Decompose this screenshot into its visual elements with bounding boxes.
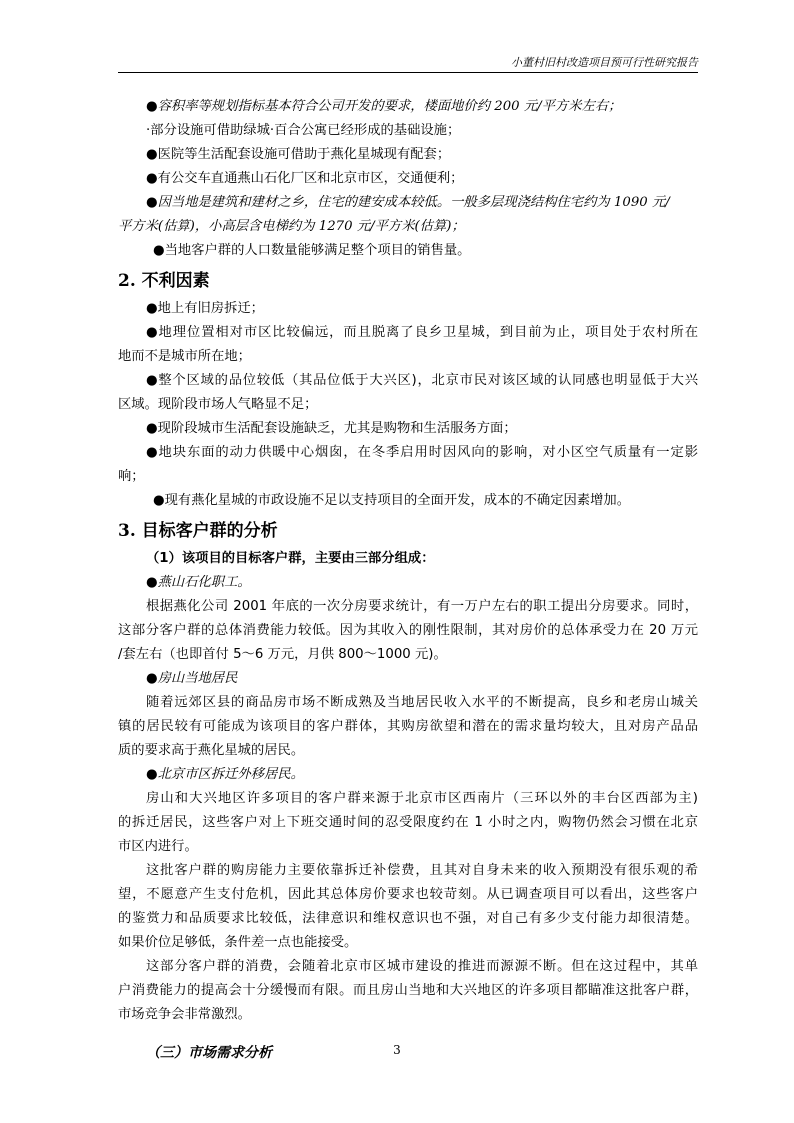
paragraph-line: ●现有燕化星城的市政设施不足以支持项目的全面开发，成本的不确定因素增加。	[153, 493, 630, 508]
paragraph-line: 质的要求高于燕化星城的居民。	[118, 743, 305, 758]
page-number: 3	[393, 1043, 401, 1057]
section-heading: 2. 不利因素	[118, 271, 210, 291]
paragraph-line: 户消费能力的提高会十分缓慢而有限。而且房山当地和大兴地区的许多项目都瞄准这批客户群，	[118, 983, 698, 998]
subsection-heading: （1）该项目的目标客户群，主要由三部分组成：	[146, 551, 435, 566]
paragraph-line: ●容积率等规划指标基本符合公司开发的要求，楼面地价约 200 元/平方米左右；	[146, 99, 622, 114]
paragraph-line: ●地块东面的动力供暖中心烟囱，在冬季启用时因风向的影响，对小区空气质量有一定影	[146, 445, 698, 460]
paragraph-line: 市区内进行。	[118, 839, 198, 854]
paragraph-line: 平方米(估算)，小高层含电梯约为 1270 元/平方米(估算)；	[118, 219, 465, 234]
paragraph-line: 的拆迁居民，这些客户对上下班交通时间的忍受限度约在 1 小时之内，购物仍然会习惯在北京	[118, 815, 698, 830]
paragraph-line: ●地上有旧房拆迁；	[146, 301, 264, 316]
paragraph-line: ●整个区域的品位较低（其品位低于大兴区)，北京市民对该区域的认同感也明显低于大兴	[146, 373, 698, 388]
paragraph-line: 这部分客户群的总体消费能力较低。因为其收入的刚性限制，其对房价的总体承受力在 20 万元	[118, 623, 698, 638]
paragraph-line: 响；	[118, 469, 145, 484]
paragraph-line: ●当地客户群的人口数量能够满足整个项目的销售量。	[153, 243, 471, 258]
section-heading: 3. 目标客户群的分析	[118, 521, 278, 541]
group-title: ●房山当地居民	[146, 671, 238, 686]
paragraph-line: 区域。现阶段市场人气略显不足；	[118, 397, 318, 412]
page-header	[118, 52, 698, 73]
paragraph-line: 根据燕化公司 2001 年底的一次分房要求统计，有一万户左右的职工提出分房要求。同时，	[146, 599, 698, 614]
group-title: ●燕山石化职工。	[146, 575, 251, 590]
paragraph-line: 如果价位足够低，条件差一点也能接受。	[118, 935, 358, 950]
section-heading: （三）市场需求分析	[146, 1045, 272, 1061]
paragraph-line: ●医院等生活配套设施可借助于燕化星城现有配套；	[146, 147, 451, 162]
paragraph-line: 镇的居民较有可能成为该项目的客户群体，其购房欲望和潜在的需求量均较大，且对房产品品	[118, 719, 698, 734]
paragraph-line: 房山和大兴地区许多项目的客户群来源于北京市区西南片（三环以外的丰台区西部为主)	[146, 791, 698, 806]
paragraph-line: 市场竞争会非常激烈。	[118, 1007, 251, 1022]
paragraph-line: ●因当地是建筑和建材之乡，住宅的建安成本较低。一般多层现浇结构住宅约为 1090 元/	[146, 195, 670, 210]
paragraph-line: 地而不是城市所在地；	[118, 349, 251, 364]
paragraph-line: ●现阶段城市生活配套设施缺乏，尤其是购物和生活服务方面；	[146, 421, 517, 436]
paragraph-line: 望，不愿意产生支付危机，因此其总体房价要求也较苛刻。从已调查项目可以看出，这些客户	[118, 887, 698, 902]
paragraph-line: 这批客户群的购房能力主要依靠拆迁补偿费，且其对自身未来的收入预期没有很乐观的希	[146, 863, 698, 878]
group-title: ●北京市区拆迁外移居民。	[146, 767, 304, 782]
paragraph-line: ●地理位置相对市区比较偏远，而且脱离了良乡卫星城，到目前为止，项目处于农村所在	[146, 325, 698, 340]
paragraph-line: ●有公交车直通燕山石化厂区和北京市区，交通便利；	[146, 171, 464, 186]
header-title: 小董村旧村改造项目预可行性研究报告	[511, 56, 698, 69]
paragraph-line: /套左右（也即首付 5～6 万元，月供 800～1000 元)。	[118, 647, 447, 662]
paragraph-line: 随着远郊区县的商品房市场不断成熟及当地居民收入水平的不断提高，良乡和老房山城关	[146, 695, 698, 710]
paragraph-line: 的鉴赏力和品质要求比较低，法律意识和维权意识也不强，对自己有多少支付能力却很清楚。	[118, 911, 698, 926]
paragraph-line: ·部分设施可借助绿城·百合公寓已经形成的基础设施；	[146, 123, 461, 138]
document-body	[118, 95, 698, 1065]
paragraph-line: 这部分客户群的消费，会随着北京市区城市建设的推进而源源不断。但在这过程中，其单	[146, 959, 698, 974]
